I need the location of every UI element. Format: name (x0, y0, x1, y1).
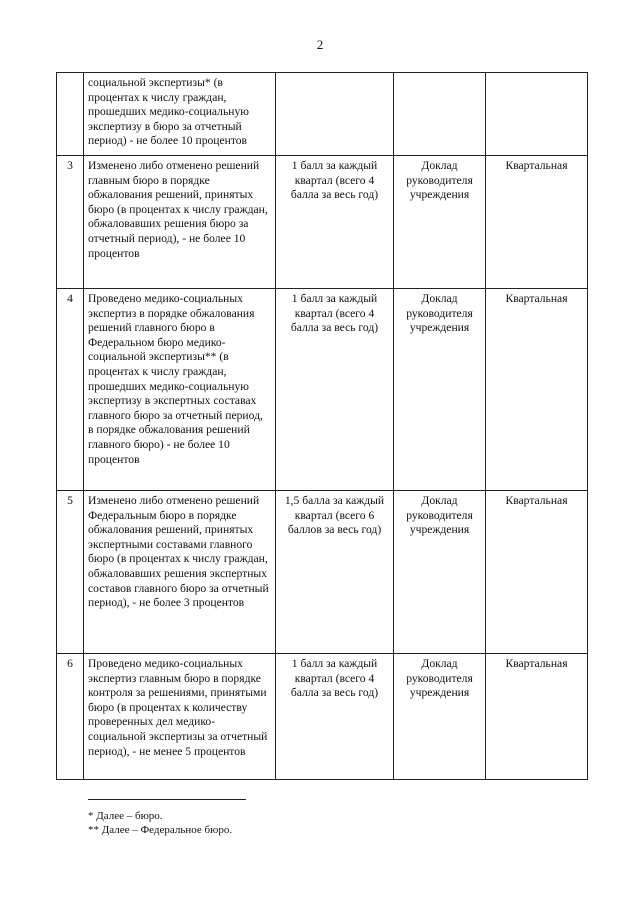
report-form: Доклад руководителя учреждения (394, 654, 486, 780)
criterion-text: Изменено либо отменено решений главным бюро в порядке обжалования решений, принятых бюро (в процентах к числу граждан, обжаловавших решения бюро за отчетный период), - не более 10 процентов (84, 156, 276, 289)
table-row (57, 289, 588, 491)
points-text (276, 73, 394, 156)
points-text: 1,5 балла за каждый квартал (всего 6 баллов за весь год) (276, 491, 394, 654)
reporting-period (486, 73, 588, 156)
report-form: Доклад руководителя учреждения (394, 156, 486, 289)
row-number: 3 (57, 156, 84, 289)
reporting-period: Квартальная (486, 654, 588, 780)
table-row (57, 73, 588, 156)
table-row (57, 156, 588, 289)
criterion-text: социальной экспертизы* (в процентах к числу граждан, прошедших медико-социальную экспертизу в бюро за отчетный период) - не более 10 процентов (84, 73, 276, 156)
report-form: Доклад руководителя учреждения (394, 289, 486, 491)
footnote: ** Далее – Федеральное бюро. (88, 824, 233, 836)
criterion-text: Проведено медико-социальных экспертиз в порядке обжалования решений главного бюро в Федеральном бюро медико-социальной экспертизы** (в процентах к числу граждан, прошедших медико-социальную экспертизу в экспертных составах главного бюро за отчетный период, в порядке обжалования решений главного бюро) - не более 10 процентов (84, 289, 276, 491)
page-number: 2 (316, 37, 324, 52)
points-text: 1 балл за каждый квартал (всего 4 балла за весь год) (276, 289, 394, 491)
report-form (394, 73, 486, 156)
footnotes (88, 809, 232, 837)
row-number (57, 73, 84, 156)
row-number: 5 (57, 491, 84, 654)
footnote: * Далее – бюро. (88, 810, 163, 822)
points-text: 1 балл за каждый квартал (всего 4 балла за весь год) (276, 156, 394, 289)
reporting-period: Квартальная (486, 289, 588, 491)
points-text: 1 балл за каждый квартал (всего 4 балла за весь год) (276, 654, 394, 780)
table-row (57, 654, 588, 780)
footnote-divider (88, 799, 246, 800)
row-number: 4 (57, 289, 84, 491)
criterion-text: Изменено либо отменено решений Федеральным бюро в порядке обжалования решений, принятых экспертными составами главного бюро (в процентах к числу граждан, обжаловавших решения экспертных составов главного бюро за отчетный период), - не более 3 процентов (84, 491, 276, 654)
report-form: Доклад руководителя учреждения (394, 491, 486, 654)
table-row (57, 491, 588, 654)
reporting-period: Квартальная (486, 156, 588, 289)
reporting-period: Квартальная (486, 491, 588, 654)
criteria-table (56, 72, 588, 780)
row-number: 6 (57, 654, 84, 780)
criterion-text: Проведено медико-социальных экспертиз главным бюро в порядке контроля за решениями, принятыми бюро (в процентах к количеству проверенных дел медико-социальной экспертизы за отчетный период), - не менее 5 процентов (84, 654, 276, 780)
